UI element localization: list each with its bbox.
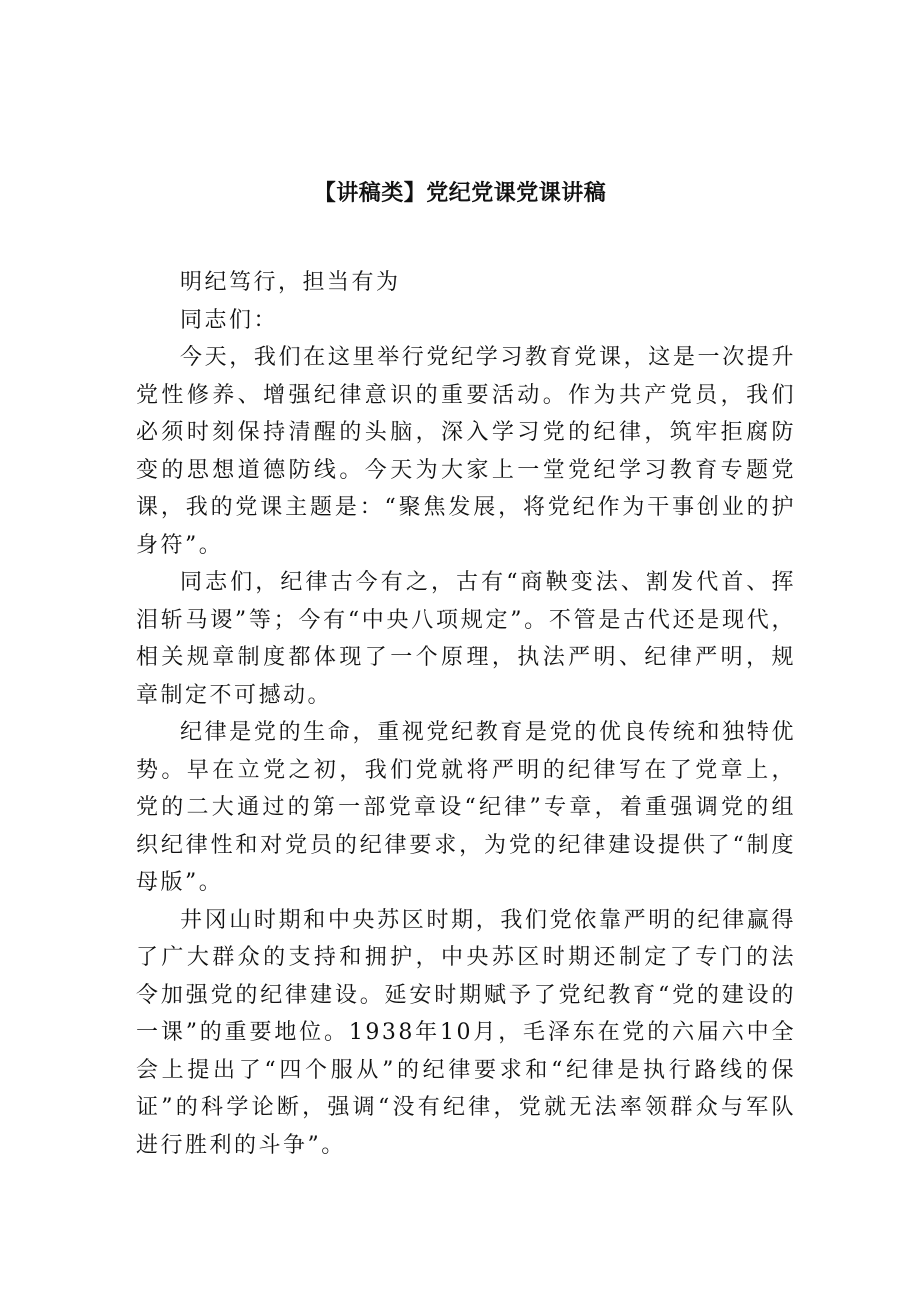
document-subtitle: 明纪笃行，担当有为 <box>180 270 401 295</box>
document-title: 【讲稿类】党纪党课党课讲稿 <box>313 181 607 206</box>
body-paragraph: 今天，我们在这里举行党纪学习教育党课，这是一次提升党性修养、增强纪律意识的重要活动。作为共产党员，我们必须时刻保持清醒的头脑，深入学习党的纪律，筑牢拒腐防变的思想道德防线。今天为大家上一堂党纪学习教育专题党课，我的党课主题是：“聚焦发展，将党纪作为干事创业的护身符”。 <box>136 345 796 558</box>
body-paragraph: 井冈山时期和中央苏区时期，我们党依靠严明的纪律赢得了广大群众的支持和拥护，中央苏区时期还制定了专门的法令加强党的纪律建设。延安时期赋予了党纪教育“党的建设的一课”的重要地位。1938年10月，毛泽东在党的六届六中全会上提出了“四个服从”的纪律要求和“纪律是执行路线的保证”的科学论断，强调“没有纪律，党就无法率领群众与军队进行胜利的斗争”。 <box>136 907 796 1158</box>
document-body <box>136 264 796 1164</box>
body-paragraph: 同志们，纪律古今有之，古有“商鞅变法、割发代首、挥泪斩马谡”等；今有“中央八项规定”。不管是古代还是现代，相关规章制度都体现了一个原理，执法严明、纪律严明，规章制定不可撼动。 <box>136 570 796 708</box>
salutation: 同志们： <box>180 307 279 333</box>
body-paragraph: 纪律是党的生命，重视党纪教育是党的优良传统和独特优势。早在立党之初，我们党就将严明的纪律写在了党章上，党的二大通过的第一部党章设“纪律”专章，着重强调党的组织纪律性和对党员的纪律要求，为党的纪律建设提供了“制度母版”。 <box>136 720 796 895</box>
